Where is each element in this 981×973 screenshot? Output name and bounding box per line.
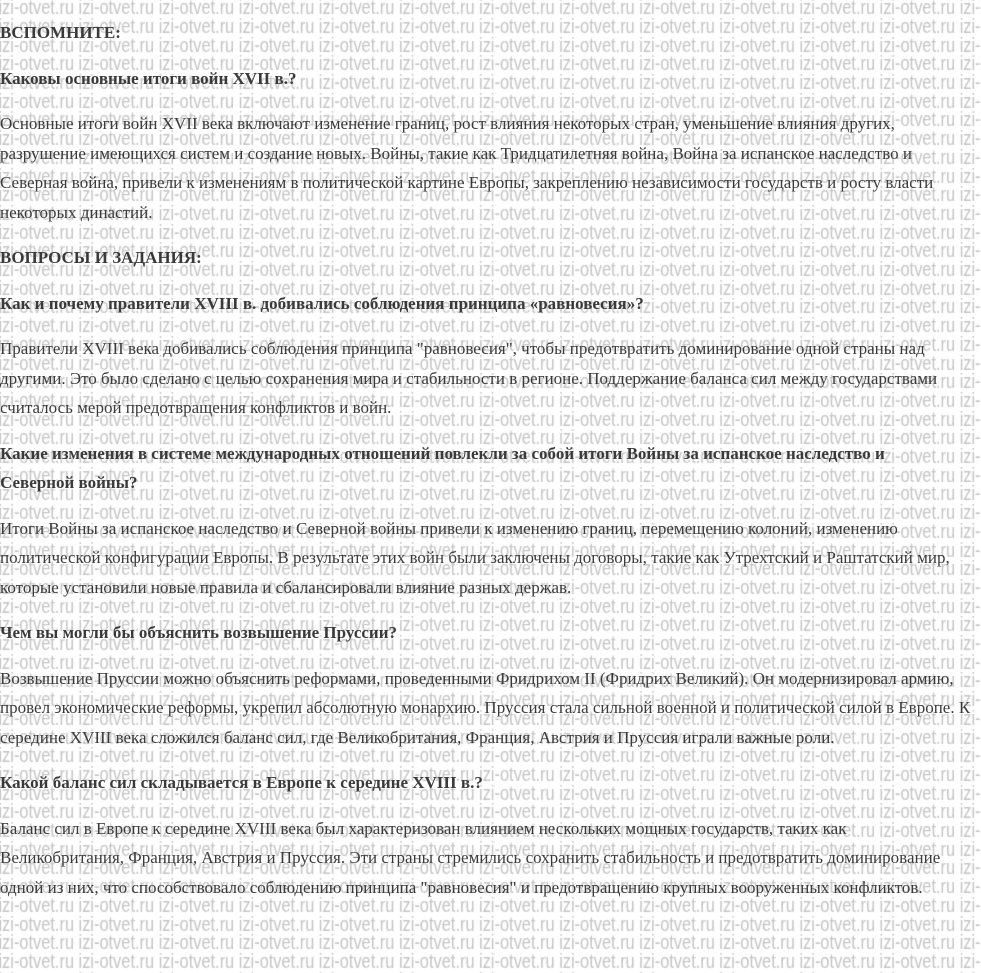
question-heading: Каковы основные итоги войн XVII в.? — [0, 68, 297, 88]
answer-paragraph: Баланс сил в Европе к середине XVIII века был характеризован влиянием нескольких мощных государств, таких как Великобритания, Франция, Австрия и Пруссия. Эти страны стремились сохранить стабильность и предотвратить доминирование одной из них, что способствовало соблюдению принципа "равновесия" и предотвращению крупных вооруженных конфликтов. — [0, 818, 941, 897]
question-heading: Какой баланс сил складывается в Европе к середине XVIII в.? — [0, 773, 483, 792]
question-heading: Какие изменения в системе международных отношений повлекли за собой итоги Войны за испанское наследство и Северной войны? — [0, 443, 885, 492]
question-heading: Чем вы могли бы объяснить возвышение Пруссии? — [0, 623, 398, 642]
tasks-heading: ВОПРОСЫ И ЗАДАНИЯ: — [0, 248, 202, 267]
answer-paragraph: Итоги Войны за испанское наследство и Северной войны привели к изменению границ, перемещению колоний, изменению политической конфигурации Европы. В результате этих войн были заключены договоры, такие как Утрехтский и Раштатский мир, которые установили новые правила и сбалансировали влияние разных держав. — [0, 518, 950, 597]
answer-paragraph: Возвышение Пруссии можно объяснить реформами, проведенными Фридрихом II (Фридрих Великий). Он модернизировал армию, провел экономические реформы, укрепил абсолютную монархию. Пруссия стала сильной военной и политической силой в Европе. К середине XVIII века сложился баланс сил, где Великобритания, Франция, Австрия и Пруссия играли важные роли. — [0, 668, 971, 747]
question-heading: Как и почему правители XVIII в. добивались соблюдения принципа «равновесия»? — [0, 293, 644, 313]
answer-paragraph: Правители XVIII века добивались соблюдения принципа "равновесия", чтобы предотвратить доминирование одной страны над другими. Это было сделано с целью сохранения мира и стабильности в регионе. Поддержание баланса сил между государствами считалось мерой предотвращения конфликтов и войн. — [0, 339, 938, 417]
recall-heading: ВСПОМНИТЕ: — [0, 23, 121, 42]
answer-paragraph: Основные итоги войн XVII века включают изменение границ, рост влияния некоторых стран, уменьшение влияния других, разрушение имеющихся систем и создание новых. Войны, такие как Тридцатилетняя война, Война за испанское наследство и Северная война, привели к изменениям в политической картине Европы, закреплению независимости государств и росту власти некоторых династий. — [0, 114, 934, 222]
